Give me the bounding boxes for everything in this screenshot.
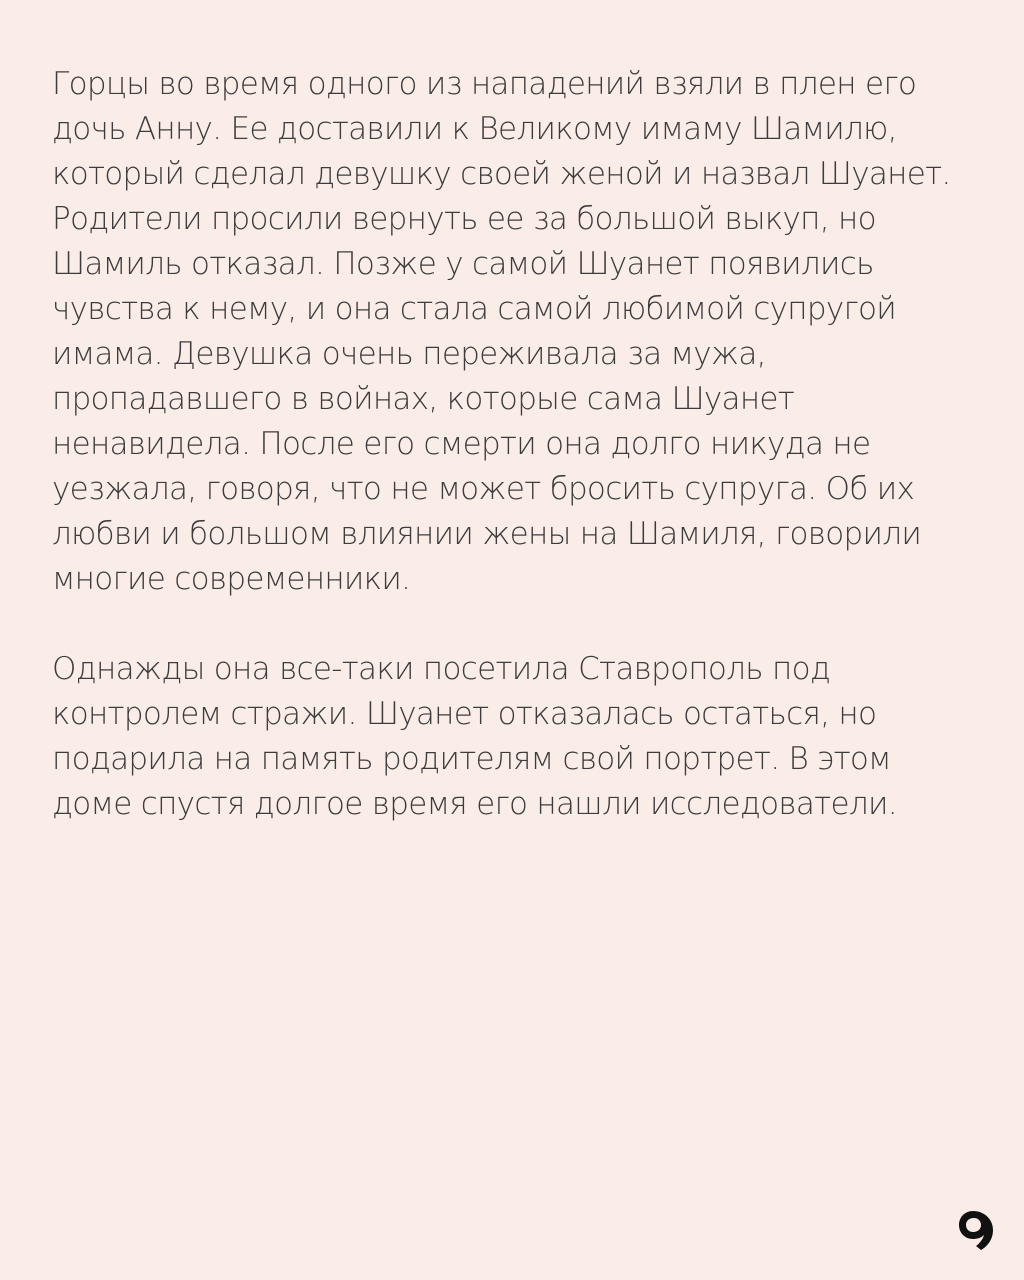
text-line: имама. Девушка очень переживала за мужа, bbox=[52, 336, 766, 372]
text-line: контролем стражи. Шуанет отказалась остаться, но bbox=[52, 696, 877, 732]
brand-logo-graphic bbox=[950, 1208, 996, 1254]
text-line: Горцы во время одного из нападений взяли в плен его bbox=[52, 66, 917, 102]
text-line: чувства к нему, и она стала самой любимой супругой bbox=[52, 291, 896, 327]
text-line: уезжала, говоря, что не может бросить супруга. Об их bbox=[52, 471, 915, 507]
text-line: дочь Анну. Ее доставили к Великому имаму Шамилю, bbox=[52, 111, 897, 147]
text-line: любви и большом влиянии жены на Шамиля, говорили bbox=[52, 516, 922, 552]
text-line: Однажды она все-таки посетила Ставрополь под bbox=[52, 651, 831, 687]
text-line: ненавидела. После его смерти она долго никуда не bbox=[52, 426, 871, 462]
text-line: который сделал девушку своей женой и назвал Шуанет. bbox=[52, 156, 951, 192]
text-line: подарила на память родителям свой портрет. В этом bbox=[52, 741, 891, 777]
brand-logo-icon bbox=[950, 1208, 996, 1254]
text-line: Шамиль отказал. Позже у самой Шуанет появились bbox=[52, 246, 874, 282]
text-line: доме спустя долгое время его нашли исследователи. bbox=[52, 786, 897, 822]
text-line: пропадавшего в войнах, которые сама Шуанет bbox=[52, 381, 795, 417]
text-line: Родители просили вернуть ее за большой выкуп, но bbox=[52, 201, 876, 237]
paragraph-2 bbox=[52, 647, 1012, 827]
article-body bbox=[52, 62, 1012, 827]
paragraph-1 bbox=[52, 62, 1012, 602]
text-line: многие современники. bbox=[52, 561, 411, 597]
